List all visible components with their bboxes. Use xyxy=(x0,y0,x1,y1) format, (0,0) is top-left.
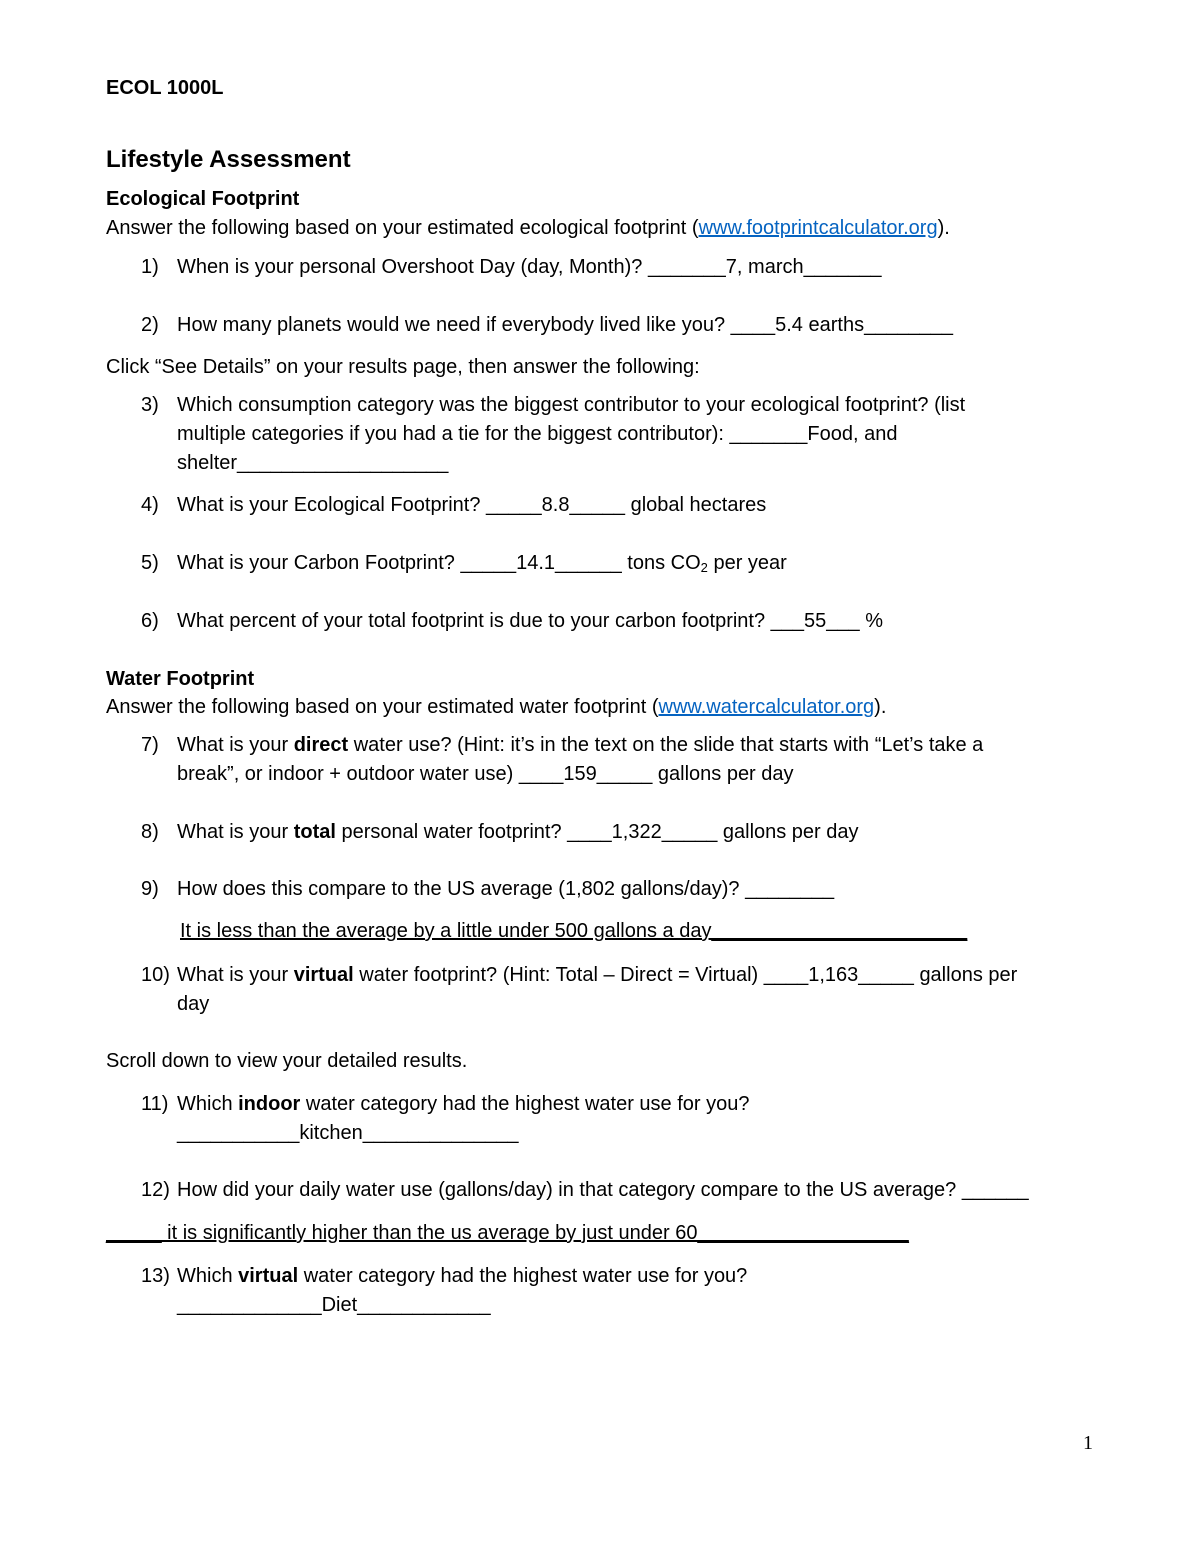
question-11-text-start: Which xyxy=(177,1093,239,1115)
question-5-text-start: What is your Carbon Footprint? _____14.1______ tons CO xyxy=(177,552,701,574)
page-number: 1 xyxy=(1083,1432,1093,1454)
question-13-line-2: _____________Diet____________ xyxy=(177,1294,491,1316)
question-11-number: 11) xyxy=(141,1093,169,1115)
water-intro-end: ). xyxy=(874,696,887,718)
scroll-instruction: Scroll down to view your detailed results. xyxy=(106,1050,468,1072)
question-9-text: How does this compare to the US average (1,802 gallons/day)? ________ xyxy=(177,878,835,900)
ecological-intro-end: ). xyxy=(937,217,950,239)
water-intro xyxy=(106,695,886,719)
question-10-line-1 xyxy=(177,963,1017,987)
question-7-line-1 xyxy=(177,733,983,757)
ecological-intro xyxy=(106,216,950,240)
question-3-line-2: multiple categories if you had a tie for the biggest contributor): _______Food, and xyxy=(177,423,898,445)
question-3-number: 3) xyxy=(141,394,159,416)
question-4-text: What is your Ecological Footprint? _____8.8_____ global hectares xyxy=(177,494,767,516)
question-1-number: 1) xyxy=(141,256,159,278)
ecological-footprint-heading: Ecological Footprint xyxy=(106,188,300,210)
question-10-number: 10) xyxy=(141,964,170,986)
question-8-text xyxy=(177,820,859,844)
question-12-answer: _____ it is significantly higher than the us average by just under 60___________________ xyxy=(106,1222,909,1244)
question-9-answer: It is less than the average by a little under 500 gallons a day_______________________ xyxy=(180,920,968,942)
question-13-emphasis: virtual xyxy=(238,1265,299,1287)
question-10-emphasis: virtual xyxy=(293,964,354,986)
question-8-text-start: What is your xyxy=(177,821,294,843)
question-12-text: How did your daily water use (gallons/day) in that category compare to the US average? ______ xyxy=(177,1179,1029,1201)
question-6-text: What percent of your total footprint is due to your carbon footprint? ___55___ % xyxy=(177,610,883,632)
question-13-text-end: water category had the highest water use for you? xyxy=(298,1265,748,1287)
course-code: ECOL 1000L xyxy=(106,77,224,99)
water-intro-text: Answer the following based on your estimated water footprint ( xyxy=(106,696,659,718)
question-10-text-start: What is your xyxy=(177,964,294,986)
question-11-text-end: water category had the highest water use for you? xyxy=(300,1093,750,1115)
water-footprint-heading: Water Footprint xyxy=(106,668,255,690)
question-8-emphasis: total xyxy=(293,821,336,843)
question-8-text-end: personal water footprint? ____1,322_____ gallons per day xyxy=(335,821,859,843)
question-10-text-end: water footprint? (Hint: Total – Direct = Virtual) ____1,163_____ gallons per xyxy=(353,964,1018,986)
question-1-text: When is your personal Overshoot Day (day, Month)? _______7, march_______ xyxy=(177,256,882,278)
question-5-text xyxy=(177,551,787,575)
question-7-text-end: water use? (Hint: it’s in the text on the slide that starts with “Let’s take a xyxy=(348,734,984,756)
question-2-number: 2) xyxy=(141,314,159,336)
question-13-number: 13) xyxy=(141,1265,170,1287)
question-11-line-1 xyxy=(177,1092,750,1116)
see-details-instruction: Click “See Details” on your results page, then answer the following: xyxy=(106,356,700,378)
co2-subscript: 2 xyxy=(700,560,708,575)
question-2-text: How many planets would we need if everybody lived like you? ____5.4 earths________ xyxy=(177,314,954,336)
question-7-emphasis: direct xyxy=(293,734,349,756)
question-5-text-end: per year xyxy=(707,552,787,574)
question-6-number: 6) xyxy=(141,610,159,632)
question-3-line-3: shelter___________________ xyxy=(177,452,449,474)
ecological-intro-text: Answer the following based on your estimated ecological footprint ( xyxy=(106,217,699,239)
question-4-number: 4) xyxy=(141,494,159,516)
footprint-calculator-link[interactable]: www.footprintcalculator.org xyxy=(698,217,938,239)
question-11-emphasis: indoor xyxy=(238,1093,301,1115)
question-9-number: 9) xyxy=(141,878,159,900)
question-8-number: 8) xyxy=(141,821,159,843)
water-calculator-link[interactable]: www.watercalculator.org xyxy=(658,696,875,718)
question-10-line-2: day xyxy=(177,993,210,1015)
question-12-number: 12) xyxy=(141,1179,170,1201)
question-13-line-1 xyxy=(177,1264,747,1288)
page-title: Lifestyle Assessment xyxy=(106,146,351,173)
question-7-line-2: break”, or indoor + outdoor water use) ____159_____ gallons per day xyxy=(177,763,794,785)
question-7-number: 7) xyxy=(141,734,159,756)
question-3-line-1: Which consumption category was the biggest contributor to your ecological footprint? (list xyxy=(177,394,966,416)
question-11-line-2: ___________kitchen______________ xyxy=(177,1122,519,1144)
question-13-text-start: Which xyxy=(177,1265,239,1287)
question-5-number: 5) xyxy=(141,552,159,574)
question-7-text-start: What is your xyxy=(177,734,294,756)
